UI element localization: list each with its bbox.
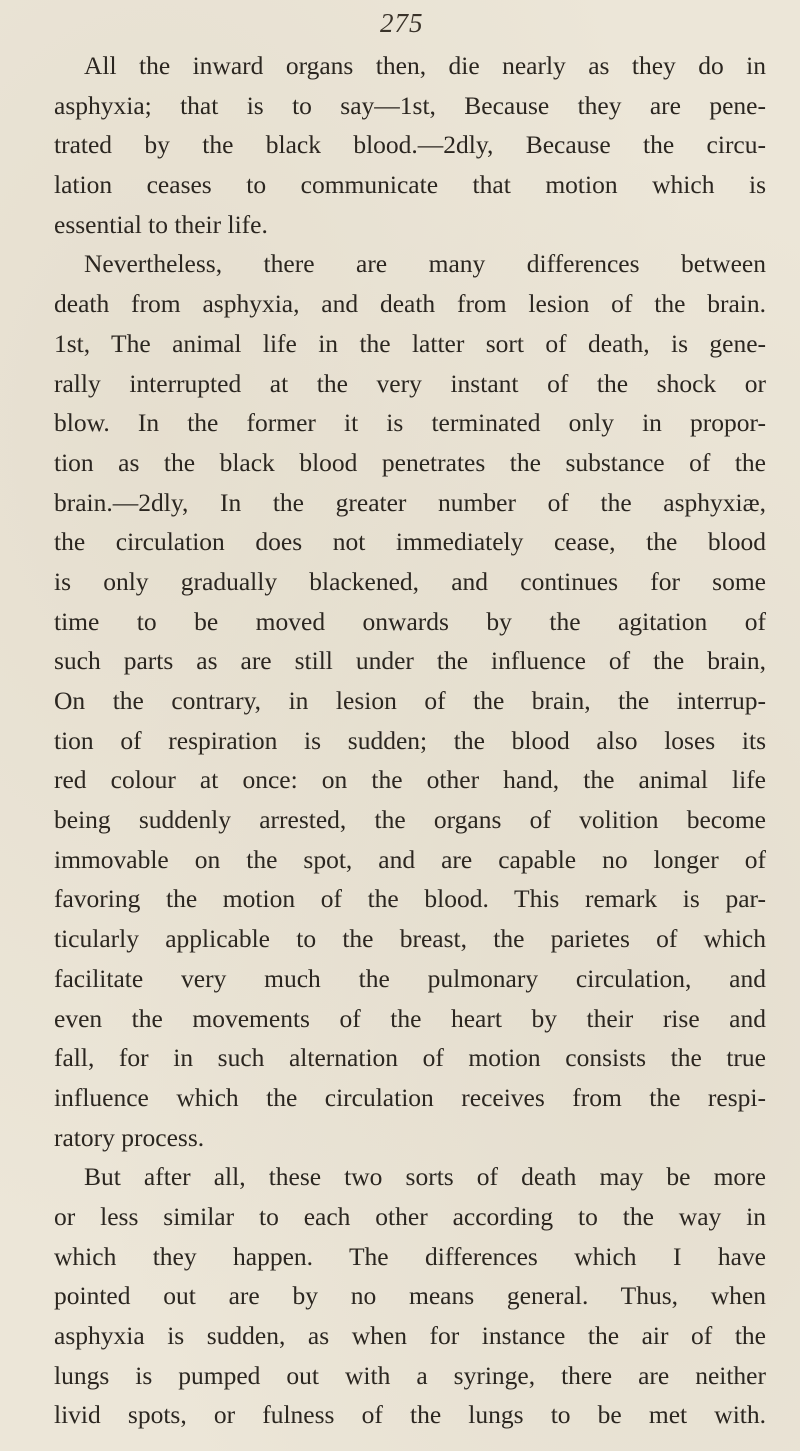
text-line: which they happen. The differences which I have <box>54 1241 766 1271</box>
text-line: tion of respiration is sudden; the blood also loses its <box>54 725 766 755</box>
text-line: Nevertheless, there are many differences between <box>84 249 766 279</box>
text-line: red colour at once: on the other hand, the animal life <box>54 765 766 795</box>
text-line: ticularly applicable to the breast, the parietes of which <box>54 924 766 954</box>
text-line: asphyxia is sudden, as when for instance the air of the <box>54 1321 766 1350</box>
text-line: pointed out are by no means general. Thus, when <box>54 1281 766 1311</box>
text-line: death from asphyxia, and death from lesion of the brain. <box>54 289 766 319</box>
text-line: or less similar to each other according to the way in <box>54 1201 766 1231</box>
text-line: tion as the black blood penetrates the substance of the <box>54 447 766 477</box>
text-line: the circulation does not immediately cease, the blood <box>54 527 766 557</box>
text-line: favoring the motion of the blood. This remark is par- <box>54 884 766 914</box>
text-line: is only gradually blackened, and continues for some <box>54 566 766 596</box>
text-line: On the contrary, in lesion of the brain, the interrup- <box>54 686 766 715</box>
text-line: ratory process. <box>54 1122 205 1152</box>
text-line: fall, for in such alternation of motion consists the true <box>54 1043 766 1073</box>
text-line: rally interrupted at the very instant of the shock or <box>54 368 766 398</box>
text-line: livid spots, or fulness of the lungs to be met with. <box>54 1400 766 1430</box>
text-line: But after all, these two sorts of death may be more <box>84 1162 766 1192</box>
text-line: essential to their life. <box>54 209 268 239</box>
text-line: facilitate very much the pulmonary circulation, and <box>54 963 766 993</box>
text-line: blow. In the former it is terminated only in propor- <box>54 408 766 438</box>
text-line: immovable on the spot, and are capable no longer of <box>54 844 766 874</box>
text-line: trated by the black blood.—2dly, Because the circu- <box>54 130 766 160</box>
page-number: 275 <box>380 8 424 38</box>
text-line: influence which the circulation receives from the respi- <box>54 1082 766 1112</box>
text-line: such parts as are still under the influence of the brain, <box>54 646 766 676</box>
text-line: lungs is pumped out with a syringe, there are neither <box>54 1360 766 1390</box>
text-line: time to be moved onwards by the agitation of <box>54 606 766 636</box>
text-line: being suddenly arrested, the organs of volition become <box>54 805 766 835</box>
body-text <box>54 46 766 1435</box>
text-line: All the inward organs then, die nearly as they do in <box>84 51 766 80</box>
text-line: brain.—2dly, In the greater number of the asphyxiæ, <box>54 487 766 517</box>
text-line: lation ceases to communicate that motion which is <box>54 170 766 200</box>
text-line: asphyxia; that is to say—1st, Because they are pene- <box>54 90 766 120</box>
text-line: even the movements of the heart by their rise and <box>54 1003 766 1033</box>
text-line: 1st, The animal life in the latter sort of death, is gene- <box>54 328 766 358</box>
